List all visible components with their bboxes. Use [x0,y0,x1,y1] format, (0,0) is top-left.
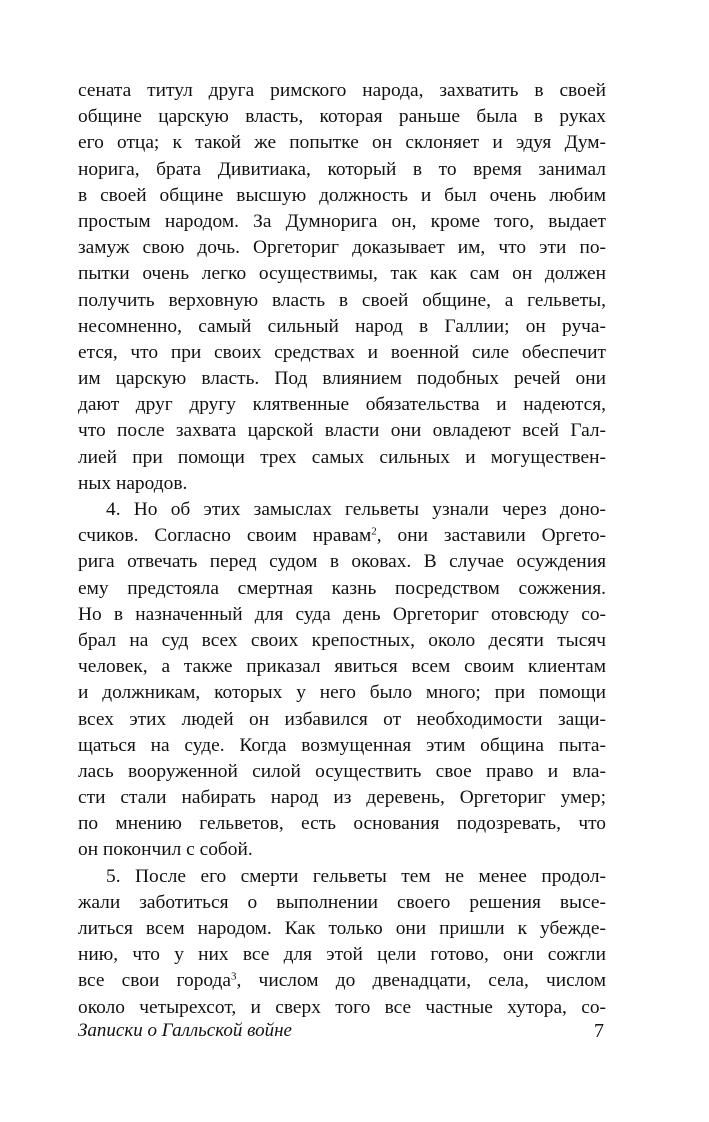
text-line: нию, что у них все для этой цели готово, они сожгли [78,944,606,966]
text-segment: счиков. Согласно своим нравам [78,525,372,547]
paragraph-5-start: 5. После его смерти гельветы тем не менее продол- [106,865,606,887]
text-line: всех этих людей он избавился от необходимости защи- [78,708,606,730]
text-line: по мнению гельветов, есть основания подозревать, что [78,813,606,835]
text-line: лась вооруженной силой осуществить свое право и вла- [78,760,606,782]
text-line: что после захвата царской власти они овладеют всей Гал- [78,420,606,442]
text-line: ему предстояла смертная казнь посредством сожжения. [78,577,606,599]
text-line: пытки очень легко осуществимы, так как сам он должен [78,263,606,285]
text-segment: , они заставили Оргето- [376,525,606,547]
text-line: ных народов. [78,472,188,494]
text-line: щаться на суде. Когда возмущенная этим община пыта- [78,734,606,756]
text-line: он покончил с собой. [78,839,253,861]
page-footer [78,1016,606,1046]
text-line: брал на суд всех своих крепостных, около десяти тысяч [78,629,606,651]
text-line: получить верховную власть в своей общине, а гельветы, [78,289,606,311]
body-text [78,78,606,1021]
text-line: общине царскую власть, которая раньше была в руках [78,106,606,128]
text-line: человек, а также приказал явиться всем своим клиентам [78,656,606,678]
text-line: сти стали набирать народ из деревень, Оргеториг умер; [78,787,606,809]
text-line: норига, брата Дивитиака, который в то время занимал [78,158,606,180]
text-line: сената титул друга римского народа, захватить в своей [78,80,606,101]
text-line: им царскую власть. Под влиянием подобных речей они [78,368,606,390]
text-line: замуж свою дочь. Оргеториг доказывает им, что эти по- [78,237,606,259]
text-line-with-footnote [78,968,606,994]
text-line: около четырехсот, и сверх того все частные хутора, со- [78,996,606,1018]
page-number: 7 [594,1020,604,1042]
footnote-marker: 2 [371,525,377,538]
text-segment: , числом до двенадцати, села, числом [236,970,606,992]
text-line: дают друг другу клятвенные обязательства и надеются, [78,394,606,416]
text-line: несомненно, самый сильный народ в Галлии; он руча- [78,315,606,337]
text-line: и должникам, которых у него было много; при помощи [78,682,606,704]
text-line: лией при помощи трех самых сильных и могуществен- [78,446,606,468]
text-line-with-footnote [78,523,606,549]
running-title: Записки о Галльской войне [78,1020,292,1041]
text-segment: все свои города [78,970,232,992]
text-line: его отца; к такой же попытке он склоняет и эдуя Дум- [78,132,606,154]
paragraph-4-start: 4. Но об этих замыслах гельветы узнали через доно- [106,499,606,520]
text-line: в своей общине высшую должность и был очень любим [78,184,606,206]
text-line: Но в назначенный для суда день Оргеториг отовсюду со- [78,603,606,625]
text-line: ется, что при своих средствах и военной силе обеспечит [78,341,606,363]
text-line: литься всем народом. Как только они пришли к убежде- [78,918,606,939]
text-line: простым народом. За Думнорига он, кроме того, выдает [78,210,606,232]
text-line: рига отвечать перед судом в оковах. В случае осуждения [78,551,606,573]
text-line: жали заботиться о выполнении своего решения высе- [78,891,606,913]
footnote-marker: 3 [231,970,237,983]
